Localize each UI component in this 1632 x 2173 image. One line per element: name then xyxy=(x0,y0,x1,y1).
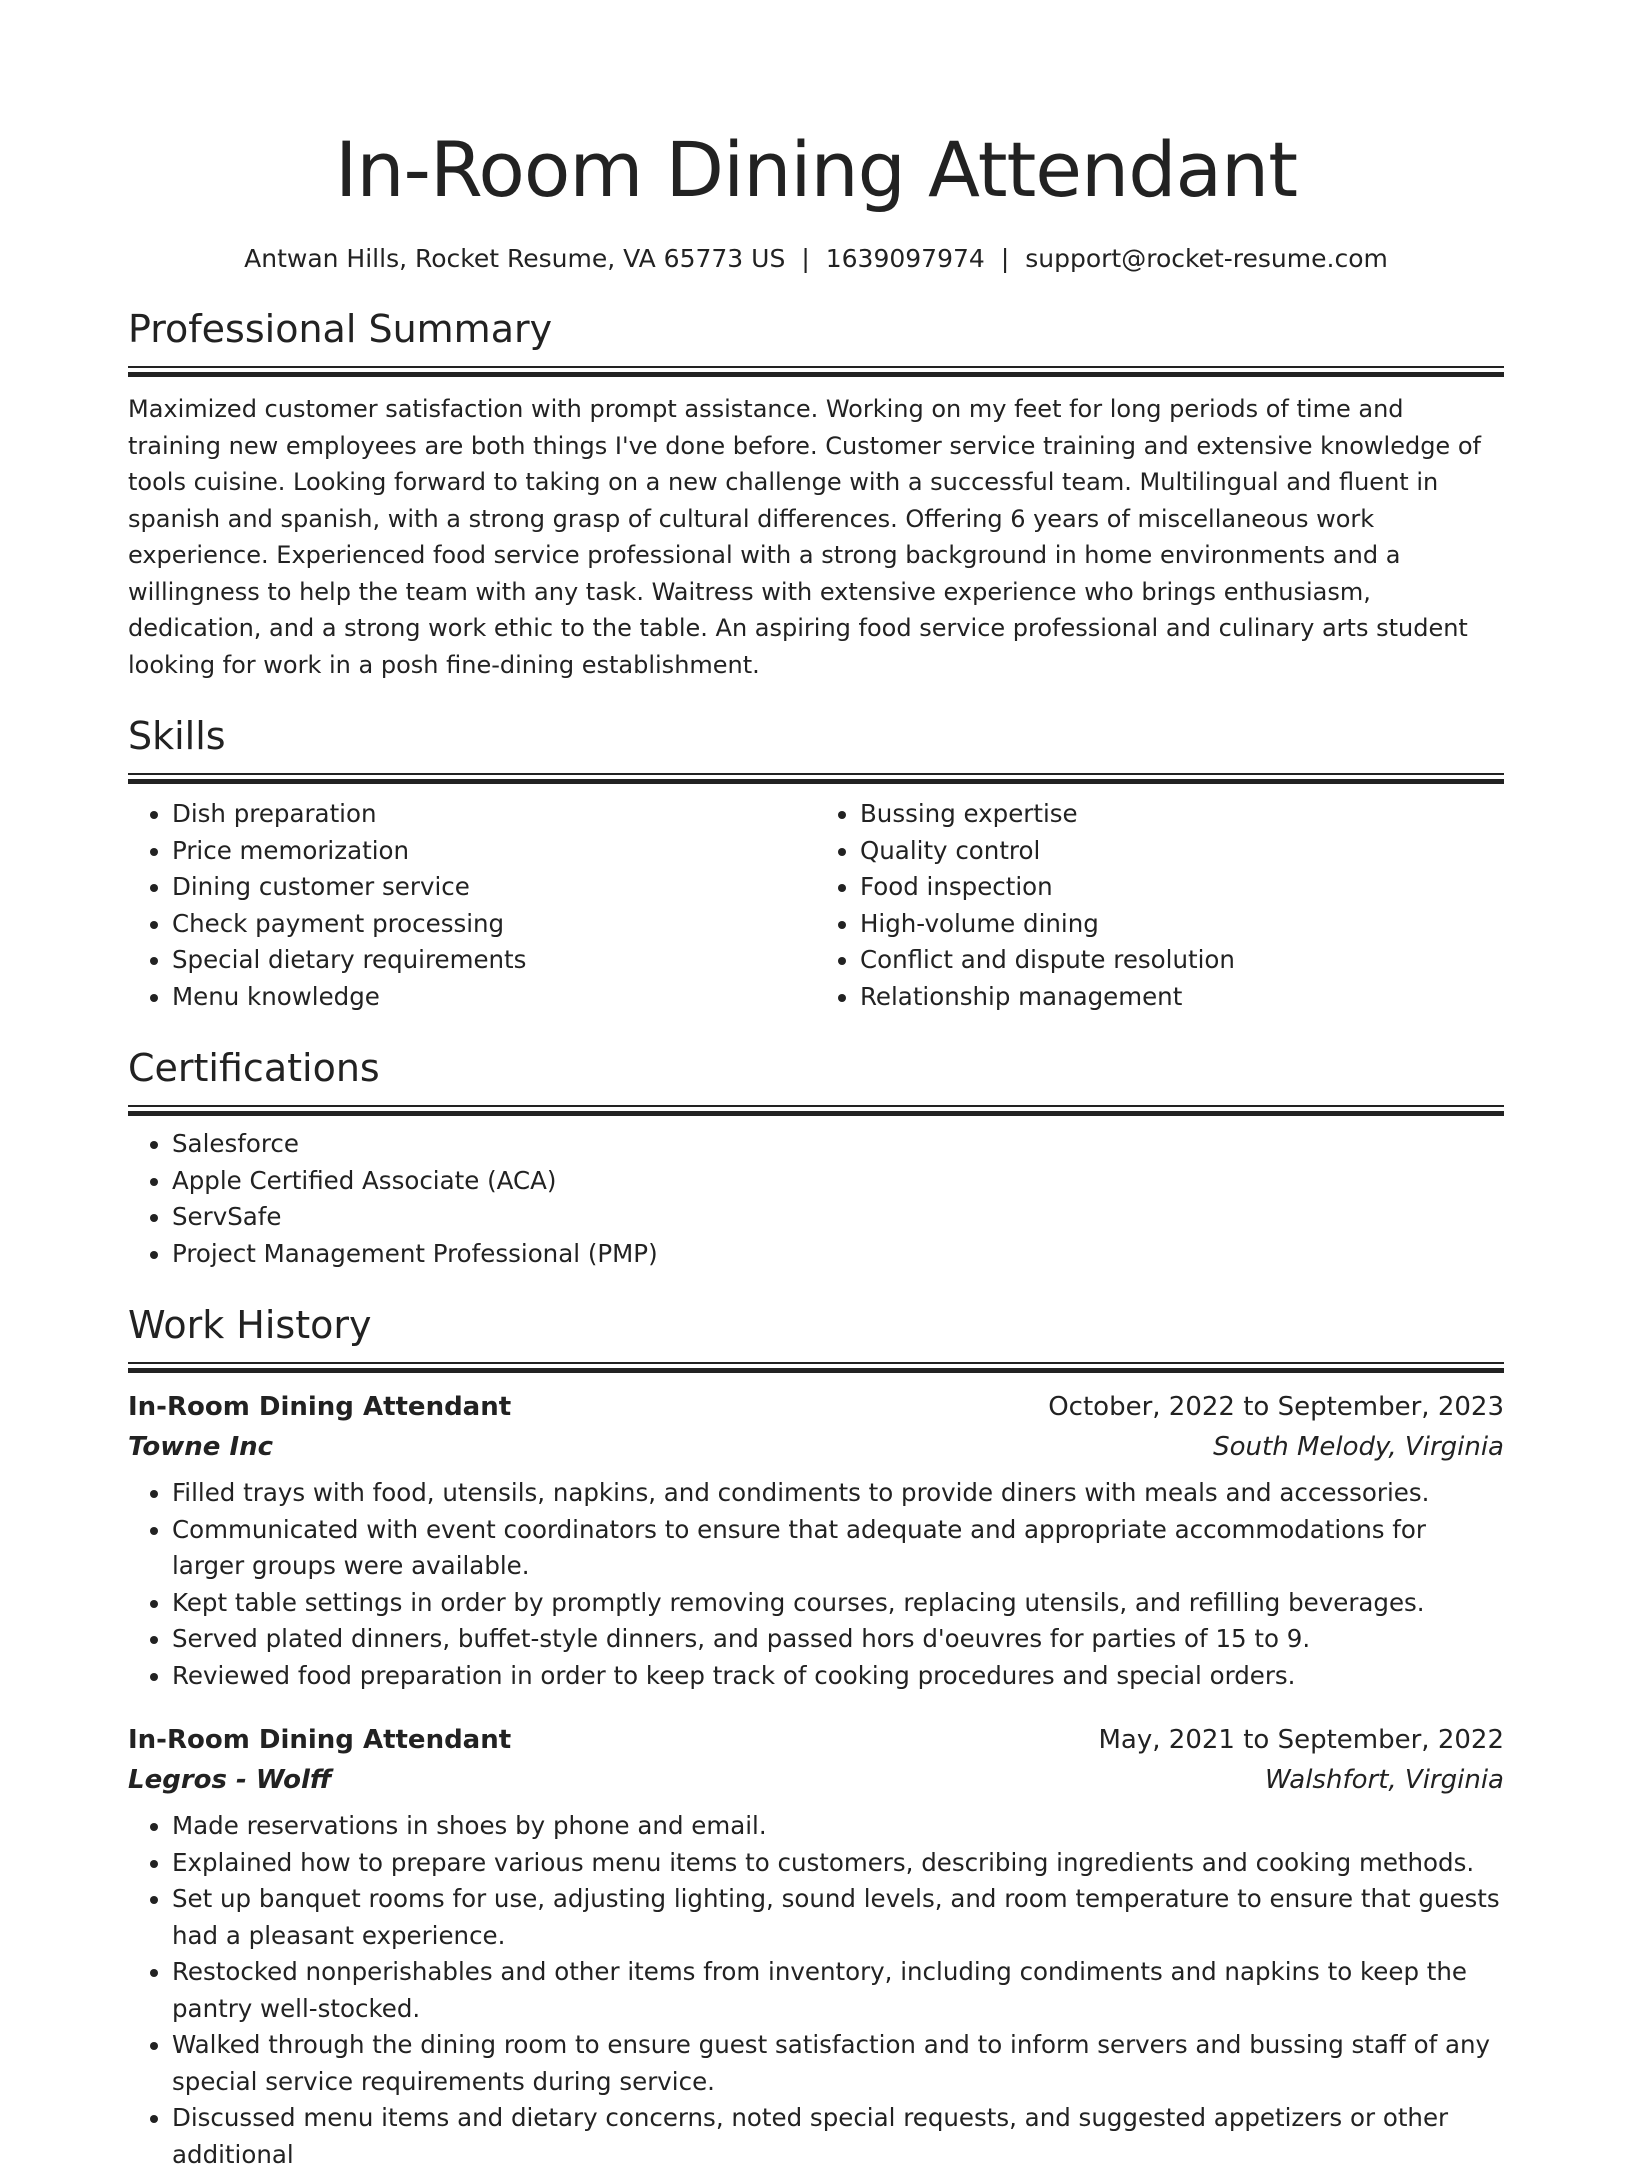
section-divider xyxy=(128,1105,1504,1118)
work-history-heading: Work History xyxy=(128,1303,372,1347)
job-duty: • Made reservations in shoes by phone and email. xyxy=(172,1808,1504,1845)
summary-section xyxy=(128,304,1504,683)
summary-heading: Professional Summary xyxy=(128,307,553,351)
skill-item: • Food inspection xyxy=(860,869,1504,906)
contact-address: Antwan Hills, Rocket Resume, VA 65773 US xyxy=(244,244,786,273)
skill-item: • Bussing expertise xyxy=(860,796,1504,833)
resume-title: In-Room Dining Attendant xyxy=(334,125,1298,214)
job-title: In-Room Dining Attendant xyxy=(128,1725,512,1755)
job-duties-list xyxy=(128,1475,1504,1694)
contact-email: support@rocket-resume.com xyxy=(1025,244,1388,273)
job-header-row xyxy=(128,1387,1504,1427)
job-duty: • Walked through the dining room to ensure guest satisfaction and to inform servers and bussing staff of any special service requirements during service. xyxy=(172,2027,1504,2100)
job-company-row xyxy=(128,1760,1504,1800)
job-duty: • Restocked nonperishables and other items from inventory, including condiments and napkins to keep the pantry well-stocked. xyxy=(172,1954,1504,2027)
job-duty: • Discussed menu items and dietary concerns, noted special requests, and suggested appetizers or other additional xyxy=(172,2100,1504,2173)
skills-section xyxy=(128,711,1504,1015)
section-divider xyxy=(128,1362,1504,1375)
certification-item: • Apple Certified Associate (ACA) xyxy=(172,1163,1504,1200)
skill-item: • Dish preparation xyxy=(172,796,816,833)
job-company: Towne Inc xyxy=(128,1432,274,1462)
job-entry xyxy=(128,1387,1504,1694)
certification-item: • ServSafe xyxy=(172,1199,1504,1236)
section-divider xyxy=(128,366,1504,379)
job-duty: • Explained how to prepare various menu items to customers, describing ingredients and cooking methods. xyxy=(172,1845,1504,1882)
skill-item: • Quality control xyxy=(860,833,1504,870)
certification-item: • Salesforce xyxy=(172,1126,1504,1163)
skill-item: • Price memorization xyxy=(172,833,816,870)
skills-heading: Skills xyxy=(128,714,226,758)
certifications-list xyxy=(128,1126,1504,1272)
contact-phone: 1639097974 xyxy=(825,244,985,273)
contact-line xyxy=(128,242,1504,276)
skill-item: • Conflict and dispute resolution xyxy=(860,942,1504,979)
job-entry xyxy=(128,1720,1504,2173)
contact-separator: | xyxy=(1000,244,1010,273)
work-history-section xyxy=(128,1300,1504,2173)
job-duty: • Served plated dinners, buffet-style dinners, and passed hors d'oeuvres for parties of 15 to 9. xyxy=(172,1621,1504,1658)
job-duty: • Communicated with event coordinators to ensure that adequate and appropriate accommodations for larger groups were available. xyxy=(172,1512,1504,1585)
job-duty: • Set up banquet rooms for use, adjusting lighting, sound levels, and room temperature to ensure that guests had a pleasant experience. xyxy=(172,1881,1504,1954)
skill-item: • High-volume dining xyxy=(860,906,1504,943)
skill-item: • Check payment processing xyxy=(172,906,816,943)
job-title: In-Room Dining Attendant xyxy=(128,1392,512,1422)
job-company-row xyxy=(128,1427,1504,1467)
contact-separator: | xyxy=(801,244,810,273)
job-duty: • Reviewed food preparation in order to keep track of cooking procedures and special orders. xyxy=(172,1658,1504,1695)
skill-item: • Menu knowledge xyxy=(172,979,816,1016)
summary-text: Maximized customer satisfaction with prompt assistance. Working on my feet for long periods of time and training new employees are both things I've done before. Customer service training and extensive knowledge of tools cuisine. Looking forward to taking on a new challenge with a successful team. Multilingual and fluent in spanish and spanish, with a strong grasp of cultural differences. Offering 6 years of miscellaneous work experience. Experienced food service professional with a strong background in home environments and a willingness to help the team with any task. Waitress with extensive experience who brings enthusiasm, dedication, and a strong work ethic to the table. An aspiring food service professional and culinary arts student looking for work in a posh fine-dining establishment. xyxy=(128,395,1481,679)
job-location: Walshfort, Virginia xyxy=(1264,1765,1504,1795)
section-divider xyxy=(128,773,1504,786)
certifications-section xyxy=(128,1043,1504,1272)
job-duty: • Kept table settings in order by promptly removing courses, replacing utensils, and refilling beverages. xyxy=(172,1585,1504,1622)
job-duties-list xyxy=(128,1808,1504,2173)
skills-list-right xyxy=(816,796,1504,1015)
skills-columns xyxy=(128,796,1504,1015)
job-dates: October, 2022 to September, 2023 xyxy=(1048,1392,1504,1422)
skill-item: • Dining customer service xyxy=(172,869,816,906)
certifications-heading: Certifications xyxy=(128,1046,380,1090)
skill-item: • Relationship management xyxy=(860,979,1504,1016)
job-header-row xyxy=(128,1720,1504,1760)
skill-item: • Special dietary requirements xyxy=(172,942,816,979)
job-company: Legros - Wolff xyxy=(128,1765,332,1795)
job-location: South Melody, Virginia xyxy=(1213,1432,1504,1462)
certification-item: • Project Management Professional (PMP) xyxy=(172,1236,1504,1273)
skills-list-left xyxy=(128,796,816,1015)
job-duty: • Filled trays with food, utensils, napkins, and condiments to provide diners with meals and accessories. xyxy=(172,1475,1504,1512)
job-dates: May, 2021 to September, 2022 xyxy=(1098,1725,1504,1755)
